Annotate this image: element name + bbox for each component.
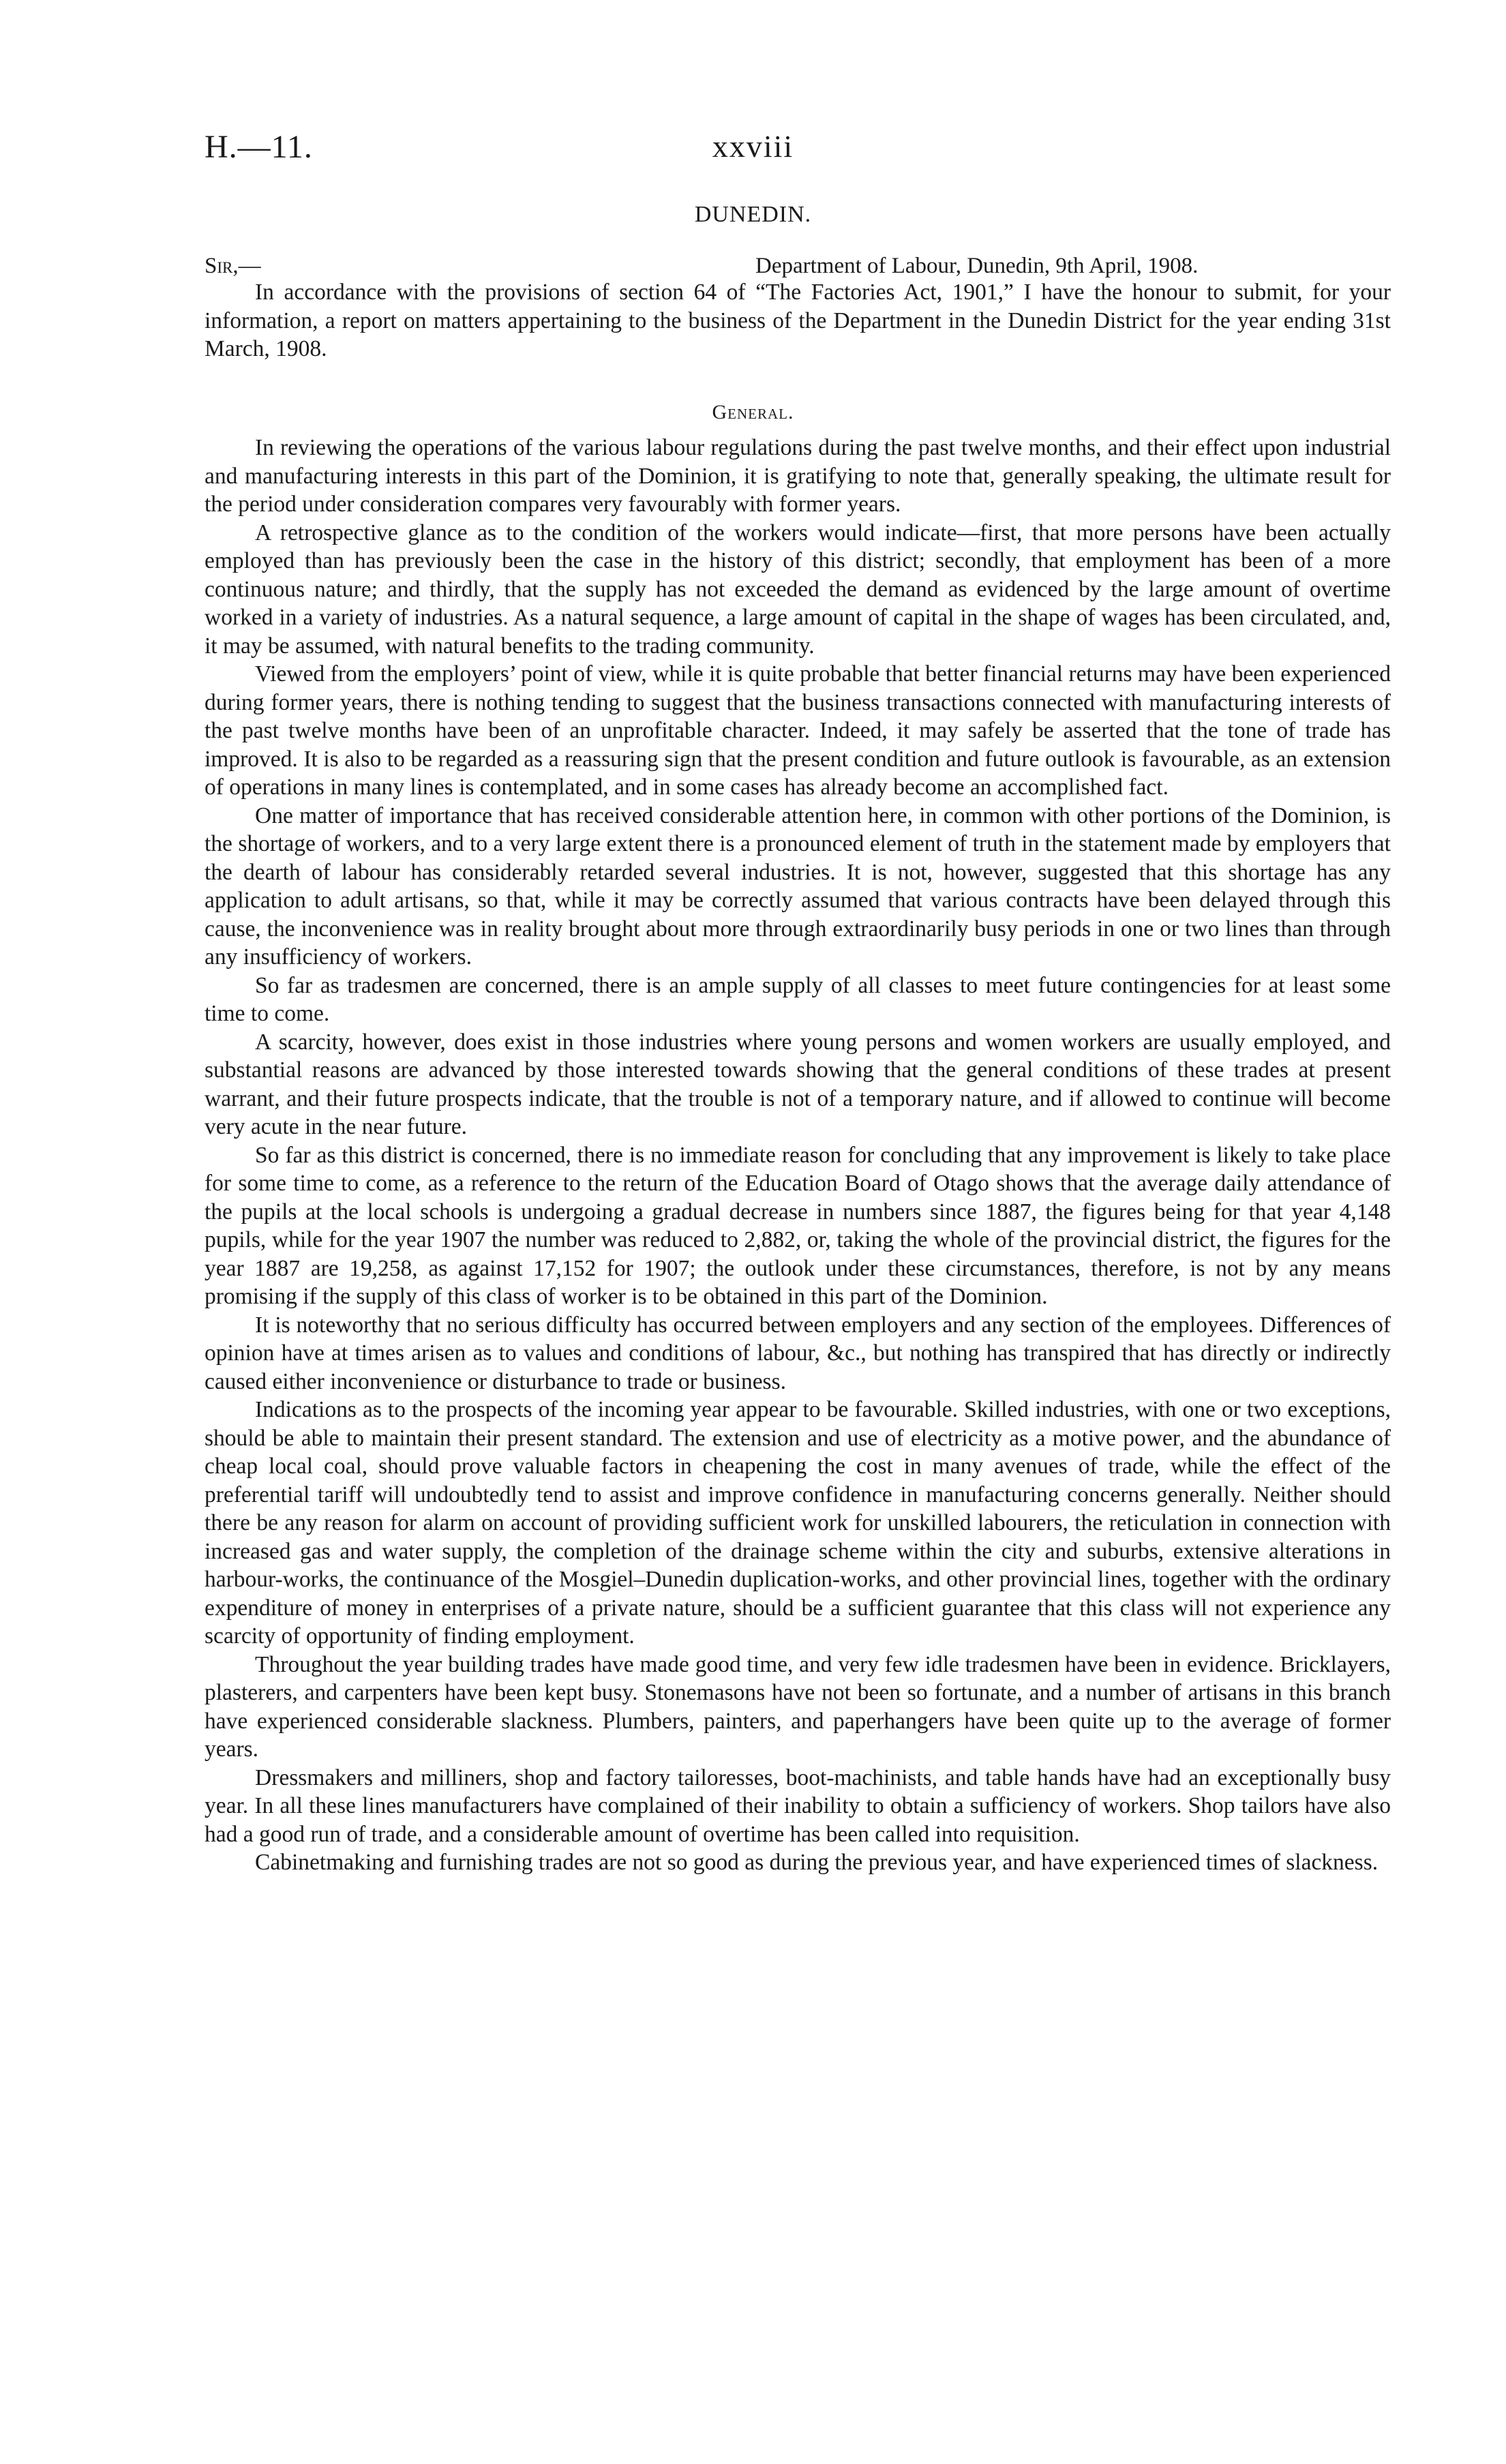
paragraph: A retrospective glance as to the condition of the workers would indicate—first, that more persons have been actually employed than has previously been the case in the history of this district; secondly, that employment has been of a more continuous nature; and thirdly, that the supply has not exceeded the demand as evidenced by the large amount of overtime worked in a variety of industries. As a natural sequence, a large amount of capital in the shape of wages has been circulated, and, it may be assumed, with natural benefits to the trading community. — [205, 520, 1391, 659]
letter-origin-date: Department of Labour, Dunedin, 9th April, 1908. — [755, 254, 1199, 278]
paragraph: Dressmakers and milliners, shop and factory tailoresses, boot-machinists, and table hands have had an exceptionally busy year. In all these lines manufacturers have complained of their inability to obtain a sufficiency of workers. Shop tailors have also had a good run of trade, and a considerable amount of overtime has been called into requisition. — [205, 1764, 1391, 1847]
paragraph: Viewed from the employers’ point of view, while it is quite probable that better financial returns may have been experienced during former years, there is nothing tending to suggest that the business transactions connected with manufacturing interests of the past twelve months have been of an unprofitable character. Indeed, it may safely be asserted that the tone of trade has improved. It is also to be regarded as a reassuring sign that the present condition and future outlook is favourable, as an extension of operations in many lines is contemplated, and in some cases has already become an accomplished fact. — [205, 661, 1391, 800]
paragraph: Cabinetmaking and furnishing trades are not so good as during the previous year, and have experienced times of slackness. — [255, 1850, 1379, 1875]
paragraph: Throughout the year building trades have made good time, and very few idle tradesmen have been in evidence. Bricklayers, plasterers, and carpenters have been kept busy. Stonemasons have not been so fortunate, and a number of artisans in this branch have experienced considerable slackness. Plumbers, painters, and paperhangers have been quite up to the average of former years. — [205, 1651, 1391, 1762]
paragraph: So far as tradesmen are concerned, there is an ample supply of all classes to meet future contingencies for at least some time to come. — [205, 972, 1391, 1026]
intro-section — [205, 278, 1391, 363]
salutation: Sir,— — [205, 254, 261, 278]
page-title: DUNEDIN. — [694, 202, 812, 227]
paragraph: In reviewing the operations of the various labour regulations during the past twelve months, and their effect upon industrial and manufacturing interests in this part of the Dominion, it is gratifying to note that, generally speaking, the ultimate result for the period under consideration compares very favourably with former years. — [205, 435, 1391, 517]
page-number: xxviii — [712, 129, 794, 164]
paragraph: So far as this district is concerned, there is no immediate reason for concluding that any improvement is likely to take place for some time to come, as a reference to the return of the Education Board of Otago shows that the average daily attendance of the pupils at the local schools is undergoing a gradual decrease in numbers since 1887, the figures being for that year 4,148 pupils, while for the year 1907 the number was reduced to 2,882, or, taking the whole of the provincial district, the figures for the year 1887 are 19,258, as against 17,152 for 1907; the outlook under these circumstances, therefore, is not by any means promising if the supply of this class of worker is to be obtained in this part of the Dominion. — [205, 1142, 1391, 1309]
report-code: H.—11. — [205, 129, 313, 165]
general-section — [205, 434, 1391, 1877]
paragraph: A scarcity, however, does exist in those industries where young persons and women workers are usually employed, and substantial reasons are advanced by those interested towards showing that the general conditions of these trades at present warrant, and their future prospects indicate, that the trouble is not of a temporary nature, and if allowed to continue will become very acute in the near future. — [205, 1029, 1391, 1139]
section-heading-general: General. — [712, 401, 794, 423]
paragraph: One matter of importance that has received considerable attention here, in common with other portions of the Dominion, is the shortage of workers, and to a very large extent there is a pronounced element of truth in the statement made by employers that the dearth of labour has considerably retarded several industries. It is not, however, suggested that this shortage has any application to adult artisans, so that, while it may be correctly assumed that various contracts have been delayed through this cause, the inconvenience was in reality brought about more through extraordinarily busy periods in one or two lines than through any insufficiency of workers. — [205, 802, 1391, 970]
paragraph: It is noteworthy that no serious difficulty has occurred between employers and any section of the employees. Differences of opinion have at times arisen as to values and conditions of labour, &c., but nothing has transpired that has directly or indirectly caused either inconvenience or disturbance to trade or business. — [205, 1312, 1391, 1394]
intro-paragraph: In accordance with the provisions of section 64 of “The Factories Act, 1901,” I have the honour to submit, for your information, a report on matters appertaining to the business of the Department in the Dunedin District for the year ending 31st March, 1908. — [205, 280, 1391, 361]
paragraph: Indications as to the prospects of the incoming year appear to be favourable. Skilled industries, with one or two exceptions, should be able to maintain their present standard. The extension and use of electricity as a motive power, and the abundance of cheap local coal, should prove valuable factors in cheapening the cost in many avenues of trade, while the effect of the preferential tariff will undoubtedly tend to assist and improve confidence in manufacturing concerns generally. Neither should there be any reason for alarm on account of providing sufficient work for unskilled labourers, the reticulation in connection with increased gas and water supply, the completion of the drainage scheme within the city and suburbs, extensive alterations in harbour-works, the continuance of the Mosgiel–Dunedin duplication-works, and other provincial lines, together with the ordinary expenditure of money in enterprises of a private nature, should be a sufficient guarantee that this class will not experience any scarcity of opportunity of finding employment. — [205, 1397, 1391, 1649]
